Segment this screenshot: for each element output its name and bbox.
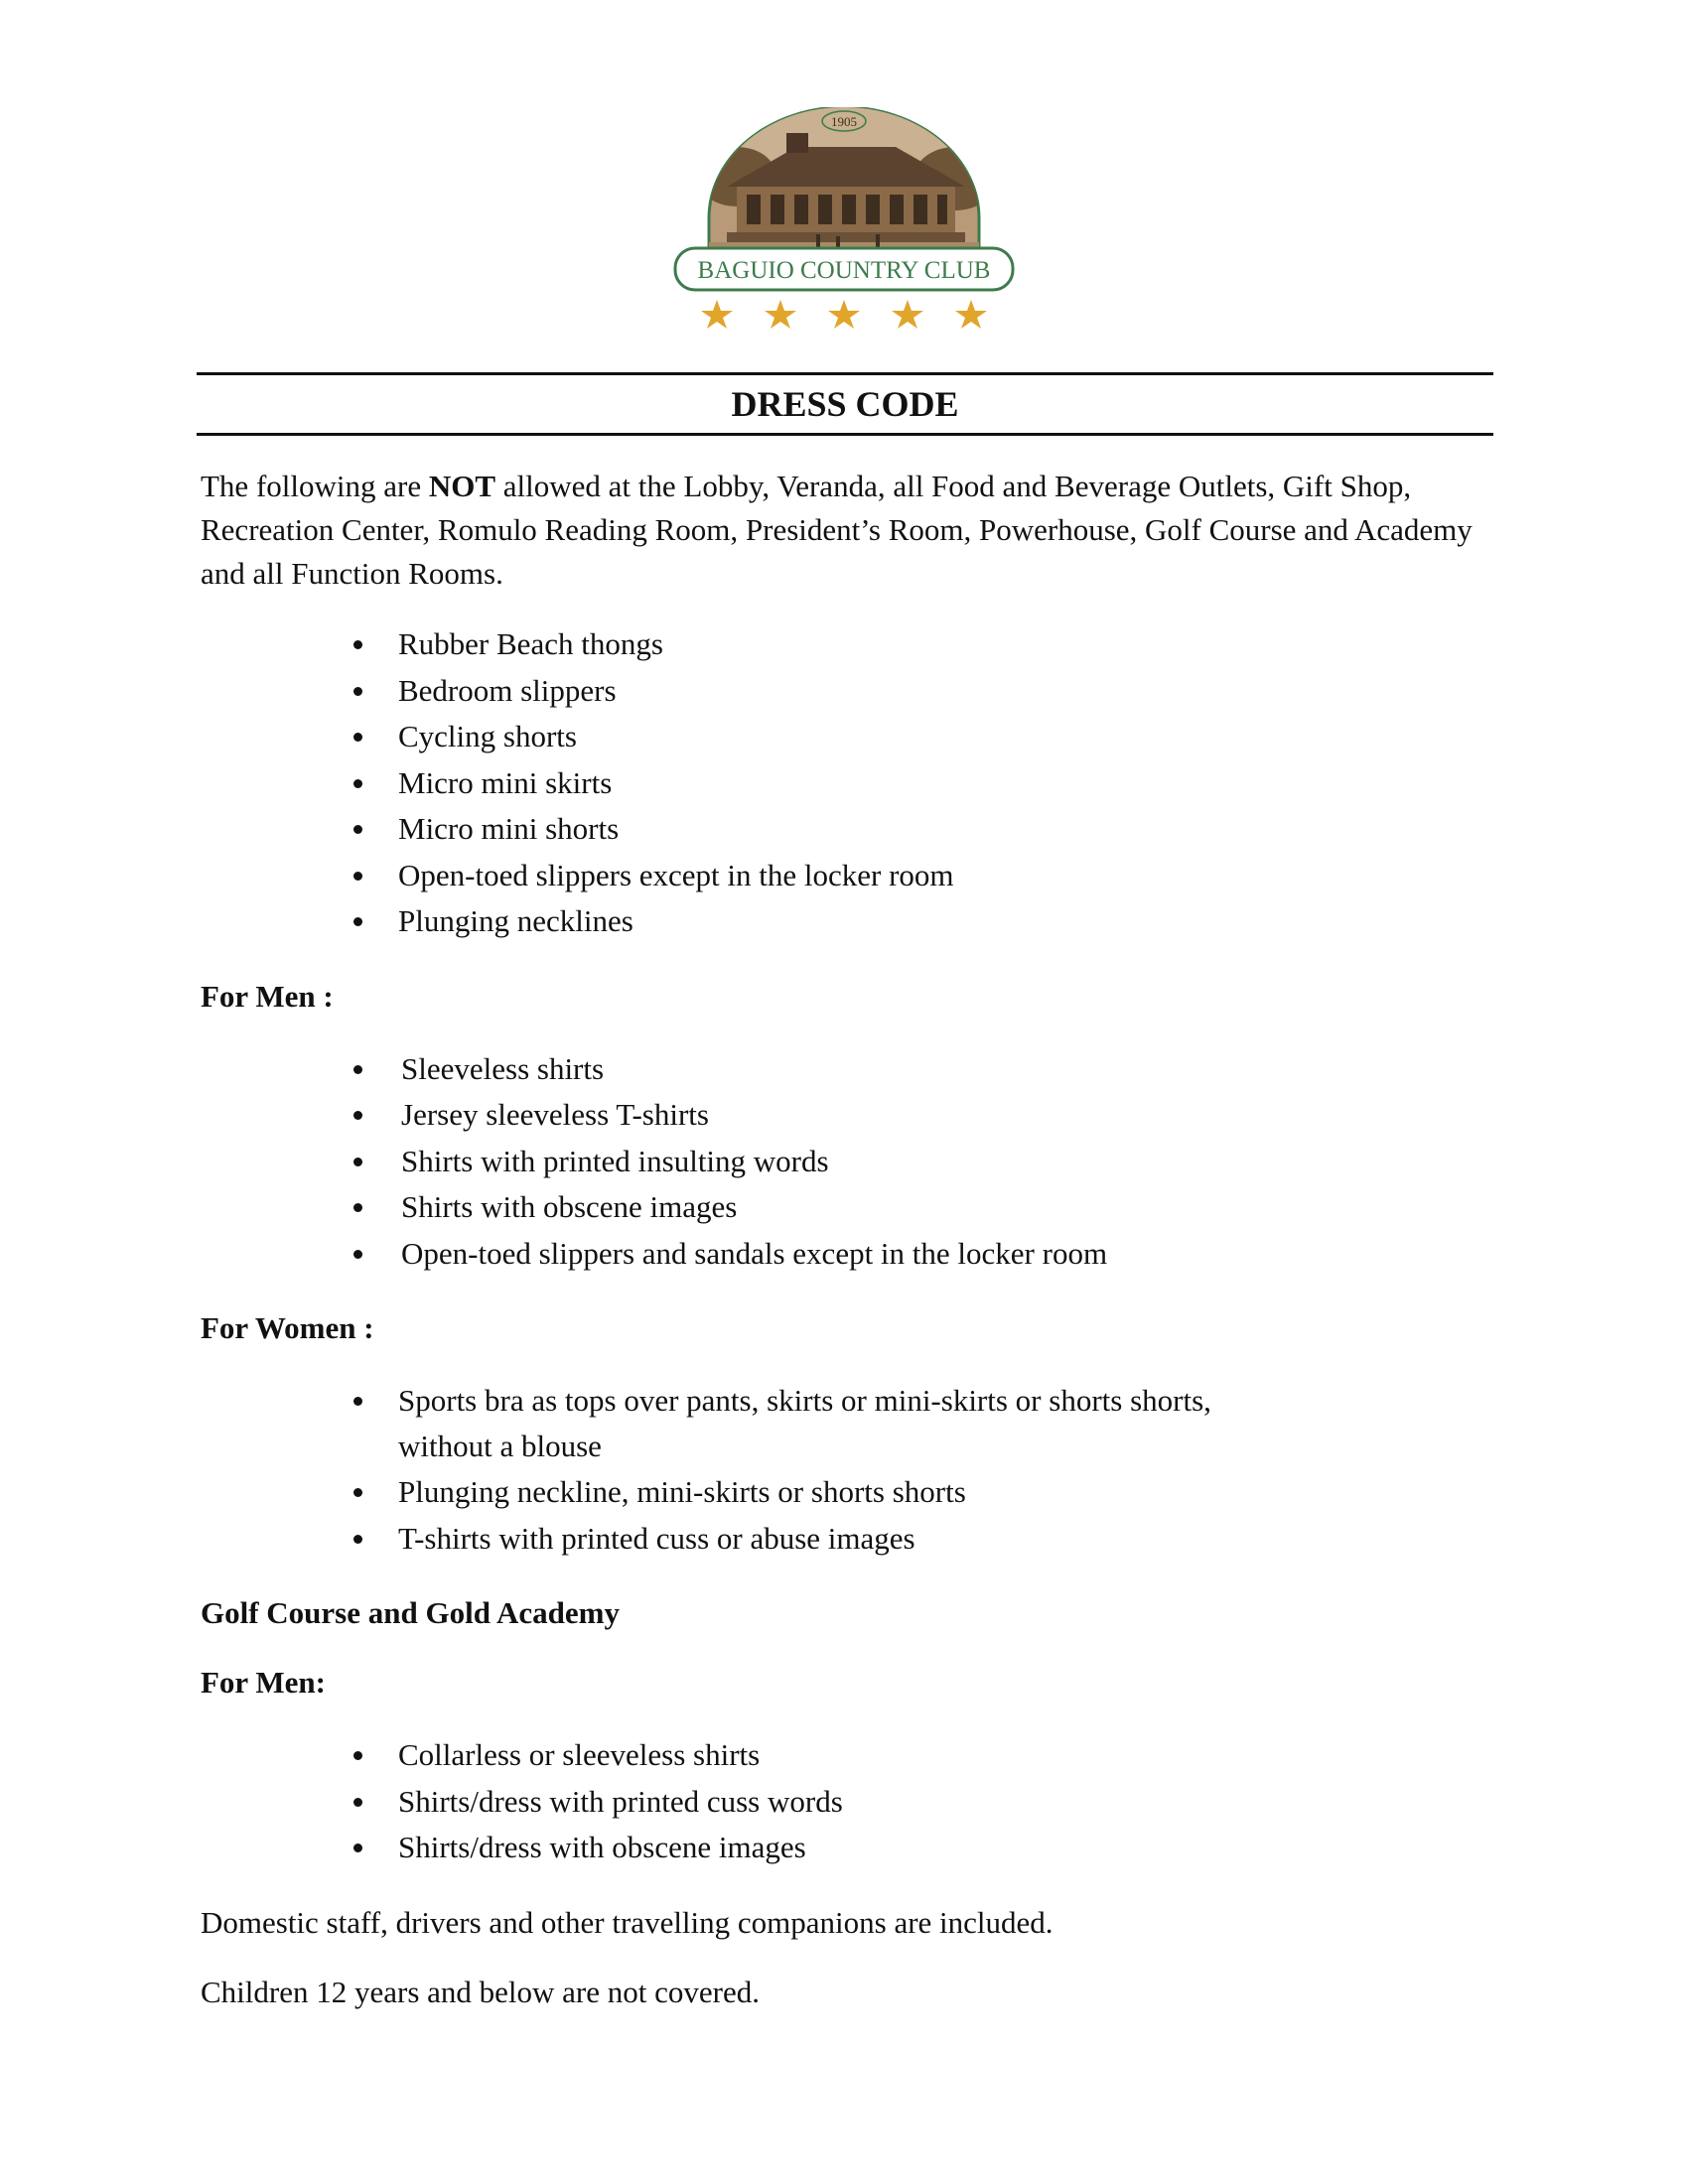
list-item: [201, 621, 1491, 668]
bullet-icon: [353, 872, 362, 881]
list-item-text: Shirts/dress with obscene images: [398, 1830, 806, 1864]
intro-emphasis: NOT: [428, 469, 496, 503]
star-icon: [765, 300, 796, 329]
bullet-icon: [353, 1250, 362, 1259]
list-item-text: Jersey sleeveless T-shirts: [401, 1097, 709, 1132]
page-title: DRESS CODE: [731, 384, 959, 424]
logo-year: 1905: [831, 114, 857, 129]
list-item: [201, 1184, 1491, 1231]
list-item: [201, 1825, 1491, 1871]
bullet-icon: [353, 1751, 362, 1760]
star-icon: [828, 300, 860, 329]
title-rule-bottom: [197, 433, 1493, 436]
bullet-icon: [353, 825, 362, 834]
bullet-icon: [353, 1535, 362, 1544]
list-item-text: Open-toed slippers and sandals except in the locker room: [401, 1235, 1108, 1271]
list-item: [201, 1516, 1491, 1563]
list-item: [201, 1732, 1491, 1779]
bullet-icon: [353, 1158, 362, 1166]
list-item: [201, 714, 1491, 760]
list-item-text: Shirts with printed insulting words: [401, 1143, 829, 1178]
star-icon: [955, 300, 987, 329]
list-item-text: Open-toed slippers except in the locker room: [398, 857, 954, 892]
list-item-text: Collarless or sleeveless shirts: [398, 1737, 761, 1772]
list-item-text: Shirts/dress with printed cuss words: [398, 1783, 843, 1819]
bullet-icon: [353, 779, 362, 788]
list-item-text: Sleeveless shirts: [401, 1050, 605, 1086]
star-icon: [701, 300, 733, 329]
intro-suffix: allowed at the Lobby, Veranda, all Food and Beverage Outlets, Gift Shop, Recreation Center, Romulo Reading Room, President’s Room, Powerhouse, Golf Course and Academy and all Function Rooms.: [201, 469, 1473, 591]
general-list: [201, 621, 1491, 945]
list-item: [201, 760, 1491, 807]
list-item: [201, 1378, 1491, 1469]
golf-men-heading: For Men:: [201, 1665, 326, 1700]
title-rule-top: [197, 372, 1493, 375]
list-item-text: Plunging neckline, mini-skirts or shorts shorts: [398, 1474, 966, 1509]
list-item-text: Plunging necklines: [398, 903, 633, 938]
bullet-icon: [353, 1843, 362, 1852]
list-item: [201, 1046, 1491, 1093]
women-heading: For Women :: [201, 1310, 374, 1345]
list-item-text: Micro mini skirts: [398, 764, 613, 800]
bullet-icon: [353, 1798, 362, 1807]
note-children: Children 12 years and below are not covered.: [201, 1974, 760, 2009]
list-item: [201, 1469, 1491, 1516]
bullet-icon: [353, 1397, 362, 1406]
intro-prefix: The following are: [201, 469, 429, 503]
bullet-icon: [353, 1203, 362, 1212]
list-item: [201, 668, 1491, 715]
golf-men-list: [201, 1732, 1491, 1871]
men-list: [201, 1046, 1491, 1278]
list-item-text: Cycling shorts: [398, 719, 577, 753]
list-item: [201, 1779, 1491, 1826]
list-item-text: T-shirts with printed cuss or abuse images: [398, 1520, 915, 1556]
bullet-icon: [353, 1111, 362, 1120]
note-staff: Domestic staff, drivers and other travelling companions are included.: [201, 1904, 1054, 1940]
men-heading: For Men :: [201, 978, 334, 1014]
list-item-text: Micro mini shorts: [398, 811, 620, 846]
baguio-country-club-logo: [667, 107, 1021, 336]
bullet-icon: [353, 1065, 362, 1074]
list-item-text: Bedroom slippers: [398, 672, 617, 708]
logo-name: BAGUIO COUNTRY CLUB: [697, 257, 991, 284]
list-item-text: Shirts with obscene images: [401, 1189, 738, 1224]
bullet-icon: [353, 917, 362, 926]
logo-stars: [701, 300, 987, 329]
list-item: [201, 1231, 1491, 1278]
list-item: [201, 806, 1491, 853]
list-item: [201, 1139, 1491, 1185]
intro-paragraph: [201, 465, 1491, 596]
bullet-icon: [353, 687, 362, 696]
women-list: [201, 1378, 1491, 1562]
golf-heading: Golf Course and Gold Academy: [201, 1595, 620, 1630]
list-item: [201, 898, 1491, 945]
list-item: [201, 853, 1491, 899]
bullet-icon: [353, 733, 362, 742]
bullet-icon: [353, 640, 362, 649]
list-item: [201, 1092, 1491, 1139]
list-item-text: Rubber Beach thongs: [398, 626, 663, 661]
star-icon: [892, 300, 923, 329]
bullet-icon: [353, 1488, 362, 1497]
document-body: [201, 459, 1491, 2014]
list-item-text: Sports bra as tops over pants, skirts or mini-skirts or shorts shorts, without a blouse: [398, 1383, 1211, 1463]
